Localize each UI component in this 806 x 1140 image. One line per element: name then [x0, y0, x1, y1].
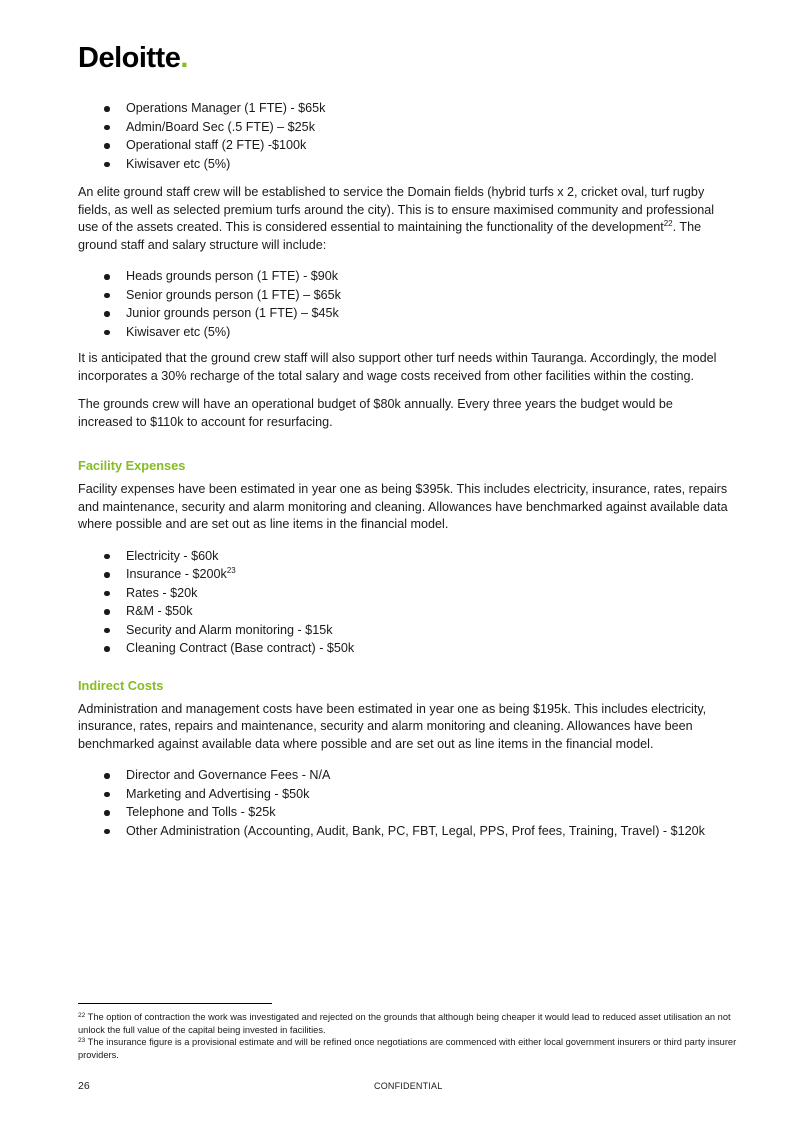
indirect-list [78, 767, 730, 841]
facility-expenses-heading: Facility Expenses [78, 458, 186, 473]
list-item: Director and Governance Fees - N/A [78, 767, 730, 786]
list-item: Operational staff (2 FTE) -$100k [78, 137, 730, 156]
footnotes [78, 1011, 738, 1062]
paragraph-text: An elite ground staff crew will be established to service the Domain fields (hybrid turfs x 2, cricket oval, turf rugby fields, as well as selected premium turfs around the city). This is to ensure maximised community and professional use of the assets created. This is considered essential to maintaining the functionality of the development [78, 185, 715, 234]
facility-paragraph: Facility expenses have been estimated in year one as being $395k. This includes electricity, insurance, rates, repairs and maintenance, security and alarm monitoring and cleaning. Allowances have benchmarked against available data where possible and are set out as line items in the financial model. [78, 482, 728, 531]
deloitte-logo [78, 42, 188, 75]
recharge-paragraph: It is anticipated that the ground crew staff will also support other turf needs within Tauranga. Accordingly, the model incorporates a 30% recharge of the total salary and wage costs received from other facilities within the costing. [78, 351, 717, 383]
footnote-22 [78, 1011, 738, 1036]
indirect-costs-heading: Indirect Costs [78, 677, 164, 693]
list-item [78, 640, 730, 659]
footnote-divider [78, 1003, 272, 1004]
list-item-text: Insurance - $200k [126, 567, 227, 581]
indirect-paragraph: Administration and management costs have been estimated in year one as being $195k. This includes electricity, insurance, rates, repairs and maintenance, security and alarm monitoring and cleaning. Allowances have been benchmarked against available data where possible and are set out as line items in the financial model. [78, 701, 707, 751]
list-item: Marketing and Advertising - $50k [78, 786, 730, 805]
list-item-text: Security and Alarm monitoring - $15k [126, 622, 333, 637]
list-item [78, 622, 730, 641]
ground-staff-list [78, 268, 730, 342]
page-number: 26 [78, 1080, 90, 1092]
footnote-ref: 22 [663, 219, 673, 228]
list-item: Kiwisaver etc (5%) [78, 156, 730, 175]
logo-wordmark: Deloitte [78, 42, 181, 74]
list-item [78, 585, 730, 604]
logo-dot: . [180, 42, 188, 74]
list-item: Senior grounds person (1 FTE) – $65k [78, 287, 730, 306]
paragraph-text-end: . The ground staff and salary structure will include: [78, 220, 702, 252]
list-item: Admin/Board Sec (.5 FTE) – $25k [78, 119, 730, 138]
list-item: Heads grounds person (1 FTE) - $90k [78, 268, 730, 287]
list-item: Telephone and Tolls - $25k [78, 804, 730, 823]
list-item [78, 548, 730, 567]
budget-paragraph: The grounds crew will have an operational budget of $80k annually. Every three years the budget would be increased to $110k to account for resurfacing. [78, 397, 673, 429]
footnote-number: 23 [78, 1037, 86, 1045]
list-item-text: Rates - $20k [126, 585, 198, 600]
footnote-ref: 23 [226, 566, 236, 575]
list-item [78, 603, 730, 622]
footnote-23 [78, 1036, 738, 1061]
main-content [78, 100, 730, 841]
list-item-text: Cleaning Contract (Base contract) - $50k [126, 641, 355, 655]
list-item: Other Administration (Accounting, Audit, Bank, PC, FBT, Legal, PPS, Prof fees, Training, Travel) - $120k [78, 823, 730, 842]
list-item [78, 566, 730, 585]
list-item: Operations Manager (1 FTE) - $65k [78, 100, 730, 119]
footnote-text: The insurance figure is a provisional estimate and will be refined once negotiations are commenced with either local government insurers or third party insurer providers. [78, 1037, 737, 1061]
facility-list [78, 548, 730, 659]
list-item-text: Electricity - $60k [126, 548, 219, 563]
list-item: Kiwisaver etc (5%) [78, 324, 730, 343]
list-item: Junior grounds person (1 FTE) – $45k [78, 305, 730, 324]
list-item-text: R&M - $50k [126, 604, 193, 618]
confidential-label: CONFIDENTIAL [374, 1081, 443, 1091]
staff-list [78, 100, 730, 174]
footnote-number: 22 [78, 1012, 86, 1019]
footnote-text: The option of contraction the work was investigated and rejected on the grounds that although being cheaper it would lead to reduced asset utilisation an not unlock the full value of the capital being invested in facilities. [78, 1012, 731, 1035]
ground-crew-paragraph [78, 184, 730, 254]
